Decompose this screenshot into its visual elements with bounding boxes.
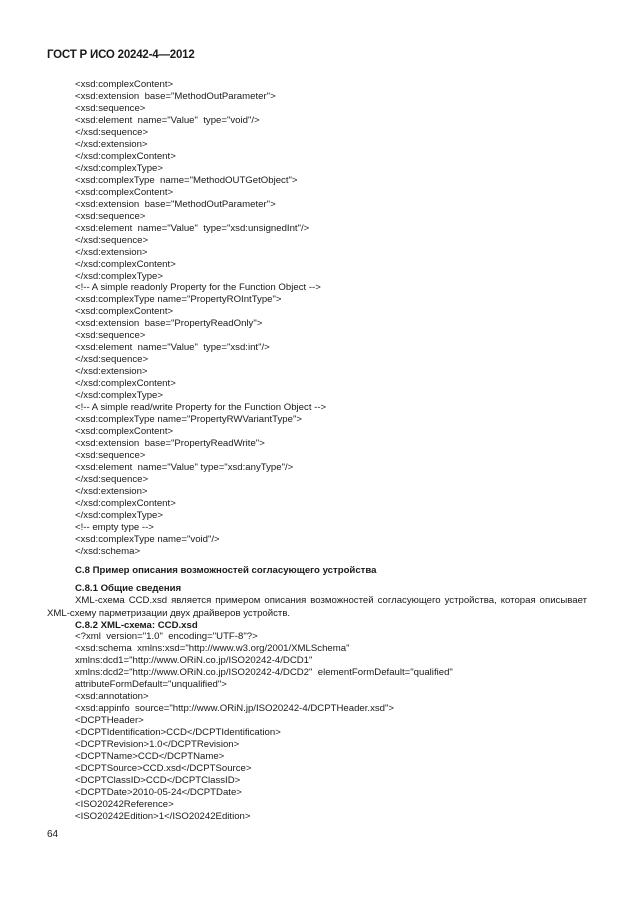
code-line: </xsd:complexType> xyxy=(75,390,163,402)
code-line: <DCPTClassID>CCD</DCPTClassID> xyxy=(75,774,241,786)
code-line: <!-- A simple readonly Property for the Function Object --> xyxy=(75,282,321,294)
code-line: <DCPTRevision>1.0</DCPTRevision> xyxy=(75,738,240,750)
code-line: xmlns:dcd1="http://www.ORiN.co.jp/ISO20242-4/DCD1" xyxy=(75,654,313,666)
code-line: <xsd:complexContent> xyxy=(75,79,174,90)
code-line: </xsd:sequence> xyxy=(75,126,149,138)
code-line: <xsd:complexType name="PropertyRWVariantType"> xyxy=(75,414,302,426)
code-line: <xsd:sequence> xyxy=(75,330,146,342)
code-line: </xsd:sequence> xyxy=(75,234,149,246)
code-line: <xsd:element name="Value" type="xsd:int"/> xyxy=(75,342,270,354)
code-line: <xsd:extension base="MethodOutParameter"> xyxy=(75,90,276,102)
code-line: <DCPTHeader> xyxy=(75,714,144,726)
code-line: <xsd:schema xmlns:xsd="http://www.w3.org/2001/XMLSchema" xyxy=(75,642,350,654)
section-heading-c81: С.8.1 Общие сведения xyxy=(75,583,182,594)
section-heading-c82: С.8.2 XML-схема: CCD.xsd xyxy=(75,620,198,631)
code-line: <!-- A simple read/write Property for the Function Object --> xyxy=(75,402,327,414)
code-line: </xsd:complexContent> xyxy=(75,497,176,509)
section-paragraph: XML-схема CCD.xsd является примером описания возможностей согласующего устройства, которая описывает XML-схему парметризации двух драйверов устройств. xyxy=(47,595,587,619)
code-listing-bottom xyxy=(75,631,453,823)
code-line: <DCPTName>CCD</DCPTName> xyxy=(75,750,225,762)
code-line: </xsd:extension> xyxy=(75,138,148,150)
page-number: 64 xyxy=(47,829,59,840)
code-line: <xsd:complexContent> xyxy=(75,306,174,318)
code-line: <xsd:sequence> xyxy=(75,450,146,462)
code-line: </xsd:complexContent> xyxy=(75,150,176,162)
code-line: <xsd:appinfo source="http://www.ORiN.jp/ISO20242-4/DCPTHeader.xsd"> xyxy=(75,702,395,714)
section-heading-c8: С.8 Пример описания возможностей согласующего устройства xyxy=(75,565,377,576)
code-line: <xsd:complexContent> xyxy=(75,186,174,198)
code-line: <DCPTIdentification>CCD</DCPTIdentification> xyxy=(75,726,281,738)
code-line: <xsd:extension base="MethodOutParameter"> xyxy=(75,198,276,210)
code-line: <xsd:extension base="PropertyReadWrite"> xyxy=(75,438,265,450)
code-line: xmlns:dcd2="http://www.ORiN.co.jp/ISO20242-4/DCD2" elementFormDefault="qualified" xyxy=(75,666,453,678)
code-line: <xsd:complexContent> xyxy=(75,426,174,438)
code-line: attributeFormDefault="unqualified"> xyxy=(75,678,227,690)
code-line: </xsd:complexContent> xyxy=(75,378,176,390)
code-line: <?xml version="1.0" encoding="UTF-8"?> xyxy=(75,631,258,642)
code-line: <xsd:element name="Value" type="xsd:unsignedInt"/> xyxy=(75,222,310,234)
code-line: <!-- empty type --> xyxy=(75,521,154,533)
code-line: <xsd:element name="Value" type="void"/> xyxy=(75,114,260,126)
code-line: </xsd:schema> xyxy=(75,545,141,557)
code-line: <xsd:complexType name="void"/> xyxy=(75,533,220,545)
code-line: </xsd:complexType> xyxy=(75,509,163,521)
code-line: <ISO20242Edition>1</ISO20242Edition> xyxy=(75,810,251,822)
code-line: </xsd:extension> xyxy=(75,246,148,258)
code-listing-top xyxy=(75,79,326,558)
code-line: </xsd:extension> xyxy=(75,485,148,497)
code-line: </xsd:extension> xyxy=(75,366,148,378)
code-line: </xsd:complexType> xyxy=(75,162,163,174)
code-line: </xsd:sequence> xyxy=(75,473,149,485)
code-line: <DCPTSource>CCD.xsd</DCPTSource> xyxy=(75,762,252,774)
document-header: ГОСТ Р ИСО 20242-4—2012 xyxy=(47,49,195,61)
code-line: </xsd:sequence> xyxy=(75,354,149,366)
code-line: <DCPTDate>2010-05-24</DCPTDate> xyxy=(75,786,242,798)
code-line: <xsd:sequence> xyxy=(75,210,146,222)
code-line: <xsd:complexType name="PropertyROIntType"> xyxy=(75,294,282,306)
code-line: <xsd:sequence> xyxy=(75,102,146,114)
code-line: <xsd:complexType name="MethodOUTGetObject"> xyxy=(75,174,298,186)
code-line: <xsd:extension base="PropertyReadOnly"> xyxy=(75,318,263,330)
code-line: </xsd:complexContent> xyxy=(75,258,176,270)
code-line: </xsd:complexType> xyxy=(75,270,163,282)
code-line: <xsd:element name="Value" type="xsd:anyType"/> xyxy=(75,462,294,473)
code-line: <xsd:annotation> xyxy=(75,690,149,702)
code-line: <ISO20242Reference> xyxy=(75,798,174,810)
